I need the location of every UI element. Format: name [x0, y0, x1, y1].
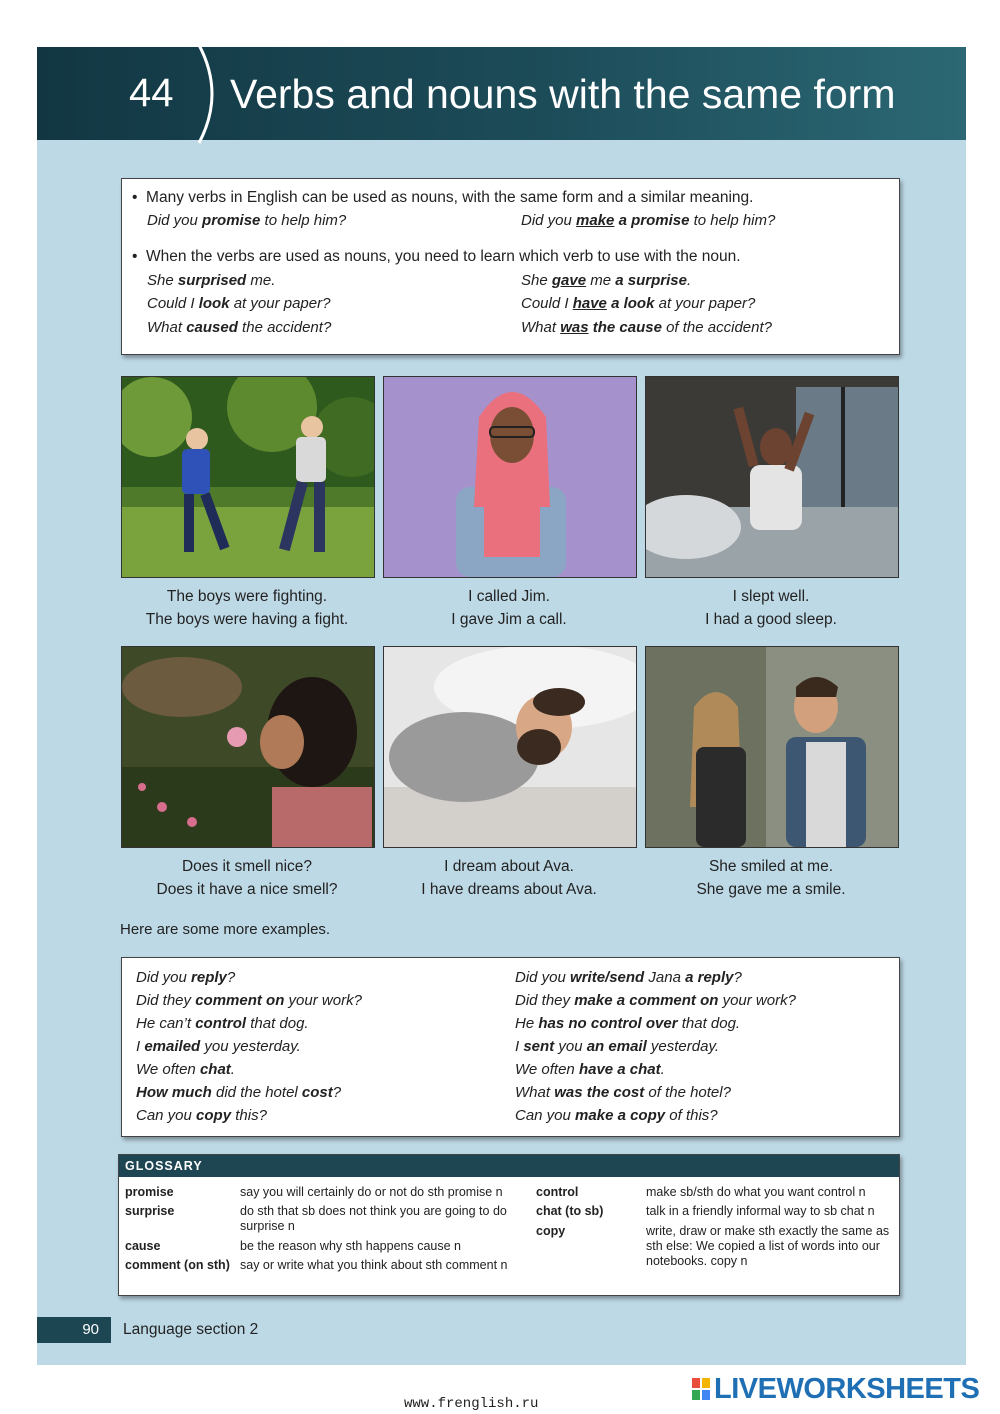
example-noun-copy: Can you make a copy of this?: [515, 1107, 718, 1124]
glossary-box: [118, 1154, 900, 1296]
example-noun-comment: Did they make a comment on your work?: [515, 992, 796, 1009]
example-verb-surprise: She surprised me.: [147, 272, 276, 289]
example-verb-copy: Can you copy this?: [136, 1107, 267, 1124]
example-noun-control: He has no control over that dog.: [515, 1015, 741, 1032]
example-verb-chat: We often chat.: [136, 1061, 235, 1078]
photo-man-dreaming: [383, 646, 637, 848]
photo-man-waking: [645, 376, 899, 578]
example-verb-reply: Did you reply?: [136, 969, 236, 986]
photo-boys-fighting: [121, 376, 375, 578]
liveworksheets-logo-icon: [692, 1378, 710, 1400]
caption-smell: Does it smell nice? Does it have a nice smell?: [156, 858, 338, 898]
example-noun-look: Could I have a look at your paper?: [521, 295, 756, 312]
glossary-definition: write, draw or make sth exactly the same as sth else: We copied a list of words into our notebooks. copy n: [646, 1224, 890, 1268]
example-verb-promise: Did you promise to help him?: [147, 212, 347, 229]
caption-call: I called Jim. I gave Jim a call.: [451, 588, 567, 628]
example-verb-cost: How much did the hotel cost?: [136, 1084, 342, 1101]
glossary-definition: talk in a friendly informal way to sb chat n: [646, 1204, 875, 1218]
unit-header: [37, 47, 966, 140]
intro-bullet-1: • Many verbs in English can be used as nouns, with the same form and a similar meaning.: [132, 189, 754, 206]
example-verb-control: He can’t control that dog.: [136, 1015, 309, 1032]
glossary-definition: make sb/sth do what you want control n: [646, 1185, 866, 1199]
glossary-term: comment (on sth): [125, 1258, 230, 1272]
example-noun-reply: Did you write/send Jana a reply?: [515, 969, 742, 986]
glossary-definition: be the reason why sth happens cause n: [240, 1239, 461, 1253]
glossary-definition: do sth that sb does not think you are going to do surprise n: [240, 1204, 507, 1233]
glossary-term: copy: [536, 1224, 566, 1238]
example-noun-cause: What was the cause of the accident?: [521, 319, 772, 336]
photo-woman-phone: [383, 376, 637, 578]
intro-box: [121, 178, 900, 355]
example-noun-promise: Did you make a promise to help him?: [521, 212, 776, 229]
caption-fight: The boys were fighting. The boys were having a fight.: [145, 588, 349, 628]
glossary-term: promise: [125, 1185, 174, 1199]
caption-sleep: I slept well. I had a good sleep.: [705, 588, 837, 628]
example-verb-cause: What caused the accident?: [147, 319, 332, 336]
unit-number: 44: [129, 71, 174, 115]
example-noun-cost: What was the cost of the hotel?: [515, 1084, 731, 1101]
example-noun-chat: We often have a chat.: [515, 1061, 665, 1078]
liveworksheets-brand[interactable]: LIVEWORKSHEETS: [714, 1373, 980, 1405]
header-arc: [195, 43, 225, 145]
photo-woman-flower: [121, 646, 375, 848]
glossary-term: cause: [125, 1239, 161, 1253]
photo-couple-smiling: [645, 646, 899, 848]
caption-dream: I dream about Ava. I have dreams about Ava.: [421, 858, 597, 898]
example-verb-comment: Did they comment on your work?: [136, 992, 362, 1009]
glossary-term: control: [536, 1185, 579, 1199]
section-label: Language section 2: [123, 1321, 259, 1338]
caption-smile: She smiled at me. She gave me a smile.: [696, 858, 846, 898]
glossary-definition: say or write what you think about sth comment n: [240, 1258, 508, 1272]
example-verb-look: Could I look at your paper?: [147, 295, 331, 312]
glossary-definition: say you will certainly do or not do sth promise n: [240, 1185, 503, 1199]
examples-box: [121, 957, 900, 1137]
example-noun-surprise: She gave me a surprise.: [521, 272, 692, 289]
intro-bullet-2: • When the verbs are used as nouns, you need to learn which verb to use with the noun.: [132, 248, 741, 265]
example-noun-email: I sent you an email yesterday.: [515, 1038, 720, 1055]
page-number: 90: [37, 1317, 111, 1343]
glossary-term: chat (to sb): [536, 1204, 604, 1218]
example-verb-email: I emailed you yesterday.: [136, 1038, 301, 1055]
glossary-heading: GLOSSARY: [119, 1155, 899, 1177]
glossary-term: surprise: [125, 1204, 175, 1218]
unit-title: Verbs and nouns with the same form: [230, 71, 896, 117]
worksheet-page: [37, 47, 966, 1365]
source-site: www.frenglish.ru: [404, 1396, 539, 1412]
more-examples-text: Here are some more examples.: [120, 921, 331, 938]
